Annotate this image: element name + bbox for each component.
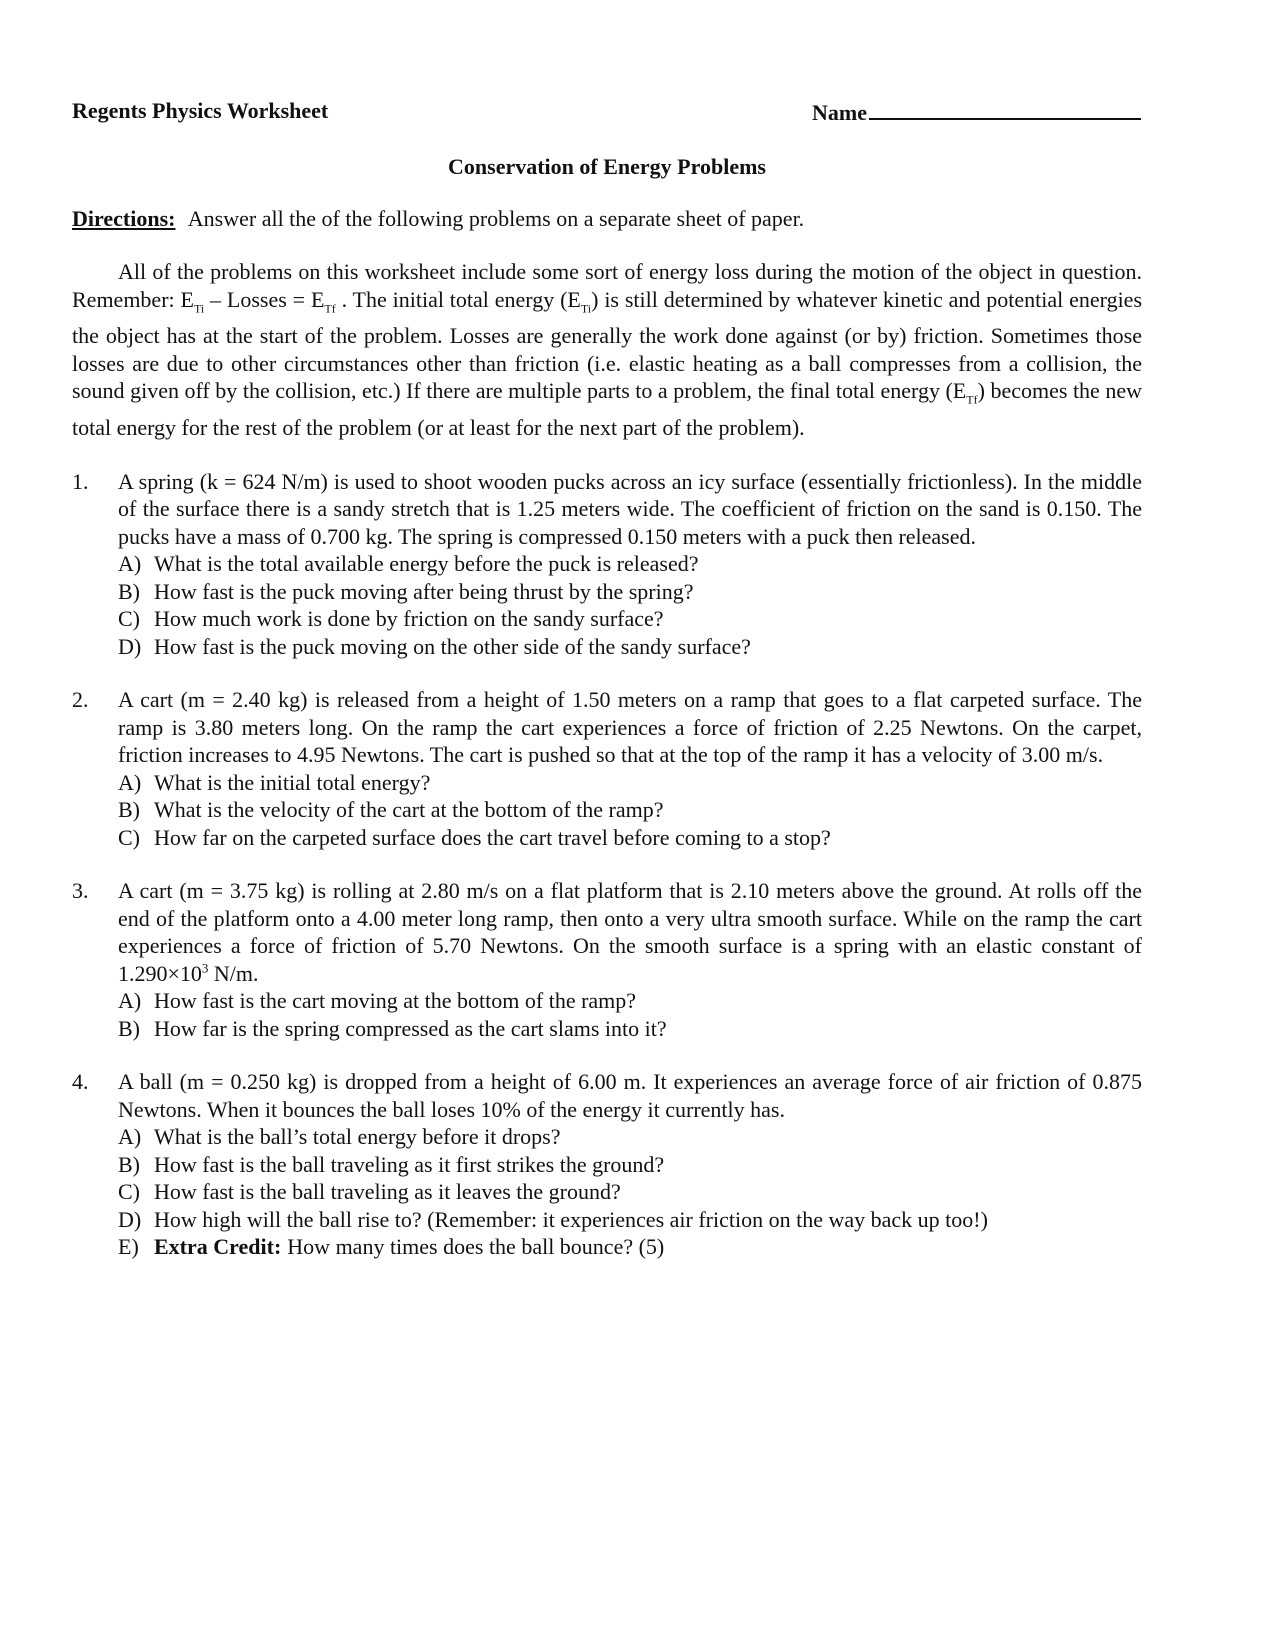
problem-1	[72, 468, 1142, 661]
page-title: Conservation of Energy Problems	[448, 154, 766, 179]
problem-stem: A cart (m = 2.40 kg) is released from a height of 1.50 meters on a ramp that goes to a flat carpeted surface. The ramp is 3.80 meters long. On the ramp the cart experiences a force of friction of 2.25 Newtons. On the carpet, friction increases to 4.95 Newtons. The cart is pushed so that at the top of the ramp it has a velocity of 3.00 m/s.	[118, 687, 1142, 768]
problem-number: 2.	[72, 687, 89, 713]
problem-part	[118, 550, 1142, 578]
problem-number: 4.	[72, 1069, 89, 1095]
problem-stem: A ball (m = 0.250 kg) is dropped from a height of 6.00 m. It experiences an average force of air friction of 0.875 Newtons. When it bounces the ball loses 10% of the energy it currently has.	[118, 1069, 1142, 1122]
problem-4	[72, 1068, 1142, 1261]
part-text: How high will the ball rise to? (Remember: it experiences air friction on the way back up too!)	[154, 1206, 988, 1232]
directions	[72, 206, 1142, 232]
part-letter: B)	[118, 1151, 140, 1177]
part-text: What is the ball’s total energy before it drops?	[154, 1124, 561, 1150]
name-field	[812, 98, 1141, 126]
problem-number: 1.	[72, 468, 89, 494]
problem-part	[118, 633, 1142, 661]
intro-sub-ti-2: Ti	[580, 300, 592, 315]
problem-part	[118, 605, 1142, 633]
directions-label: Directions:	[72, 206, 176, 231]
extra-credit-part	[118, 1233, 1142, 1261]
part-text: How fast is the puck moving on the other side of the sandy surface?	[154, 633, 751, 659]
part-text: How fast is the cart moving at the bottom of the ramp?	[154, 988, 637, 1014]
intro-sub-ti: Ti	[193, 300, 205, 315]
worksheet-heading: Regents Physics Worksheet	[72, 98, 329, 123]
part-letter: C)	[118, 824, 140, 850]
part-letter: D)	[118, 1206, 142, 1232]
part-letter: C)	[118, 606, 140, 632]
part-text: How far is the spring compressed as the cart slams into it?	[154, 1015, 667, 1041]
worksheet-page	[72, 98, 1142, 1261]
stem-exponent: 3	[201, 960, 209, 976]
problem-part	[118, 1123, 1142, 1151]
part-text: How fast is the ball traveling as it leaves the ground?	[154, 1179, 621, 1205]
intro-text-4: ) is still determined by whatever kinetic and potential energies the object has at the start of the problem. Losses are generally the work done against (or by) friction. Sometimes those losses are due to other circumstances other than friction (i.e. elastic heating as a ball compresses from a collision, the sound given off by the collision, etc.) If there are multiple parts to a problem, the final total energy (E	[72, 286, 1143, 404]
intro-text-5: ) becomes the new total energy for the rest of the problem (or at least for the next part of the problem).	[72, 378, 1143, 441]
part-letter: D)	[118, 633, 142, 659]
problem-part	[118, 1178, 1142, 1206]
problem-part	[118, 1015, 1142, 1043]
name-blank-line	[869, 98, 1141, 120]
problem-3	[72, 877, 1142, 1042]
problem-part	[118, 578, 1142, 606]
part-text: How many times does the ball bounce? (5)	[287, 1234, 665, 1260]
part-letter: A)	[118, 988, 142, 1014]
problem-2	[72, 686, 1142, 851]
part-letter: A)	[118, 1124, 142, 1150]
problem-part	[118, 1151, 1142, 1179]
problem-part	[118, 1206, 1142, 1234]
stem-text: A cart (m = 3.75 kg) is rolling at 2.80 m/s on a flat platform that is 2.10 meters above the ground. At rolls off the end of the platform onto a 4.00 meter long ramp, then onto a very ultra smooth surface. While on the ramp the cart experiences a force of friction of 5.70 Newtons. On the smooth surface is a spring with an elastic constant of 1.290×10	[118, 878, 1142, 986]
part-letter: E)	[118, 1234, 139, 1260]
part-text: How much work is done by friction on the sandy surface?	[154, 606, 664, 632]
part-text: How far on the carpeted surface does the cart travel before coming to a stop?	[154, 824, 831, 850]
problem-part	[118, 769, 1142, 797]
part-letter: A)	[118, 551, 142, 577]
problem-stem: A spring (k = 624 N/m) is used to shoot wooden pucks across an icy surface (essentially frictionless). In the middle of the surface there is a sandy stretch that is 1.25 meters wide. The coefficient of friction on the sand is 0.150. The pucks have a mass of 0.700 kg. The spring is compressed 0.150 meters with a puck then released.	[118, 468, 1142, 549]
problem-stem	[118, 877, 1142, 987]
part-letter: B)	[118, 578, 140, 604]
part-text: What is the total available energy before the puck is released?	[154, 551, 699, 577]
part-text: How fast is the puck moving after being thrust by the spring?	[154, 578, 694, 604]
part-letter: B)	[118, 797, 140, 823]
intro-text-1: All of the problems on this worksheet include some sort of energy loss during the motion of the object in question. Remember: E	[72, 259, 1142, 312]
stem-unit: N/m.	[208, 960, 259, 986]
problem-number: 3.	[72, 878, 89, 904]
part-text: How fast is the ball traveling as it first strikes the ground?	[154, 1151, 665, 1177]
problem-part	[118, 796, 1142, 824]
name-label: Name	[812, 100, 867, 125]
extra-credit-label: Extra Credit:	[154, 1234, 282, 1260]
part-letter: C)	[118, 1179, 140, 1205]
problem-part	[118, 824, 1142, 852]
intro-sub-tf-2: Tf	[966, 392, 978, 407]
part-text: What is the initial total energy?	[154, 769, 431, 795]
part-text: What is the velocity of the cart at the bottom of the ramp?	[154, 797, 664, 823]
intro-sub-tf: Tf	[324, 300, 336, 315]
intro-text-2: – Losses = E	[204, 286, 325, 312]
directions-text: Answer all the of the following problems on a separate sheet of paper.	[187, 206, 805, 231]
problem-part	[118, 987, 1142, 1015]
part-letter: B)	[118, 1015, 140, 1041]
header	[72, 98, 1142, 128]
intro-text-3: . The initial total energy (E	[335, 286, 581, 312]
intro-paragraph	[72, 258, 1142, 442]
part-letter: A)	[118, 769, 142, 795]
